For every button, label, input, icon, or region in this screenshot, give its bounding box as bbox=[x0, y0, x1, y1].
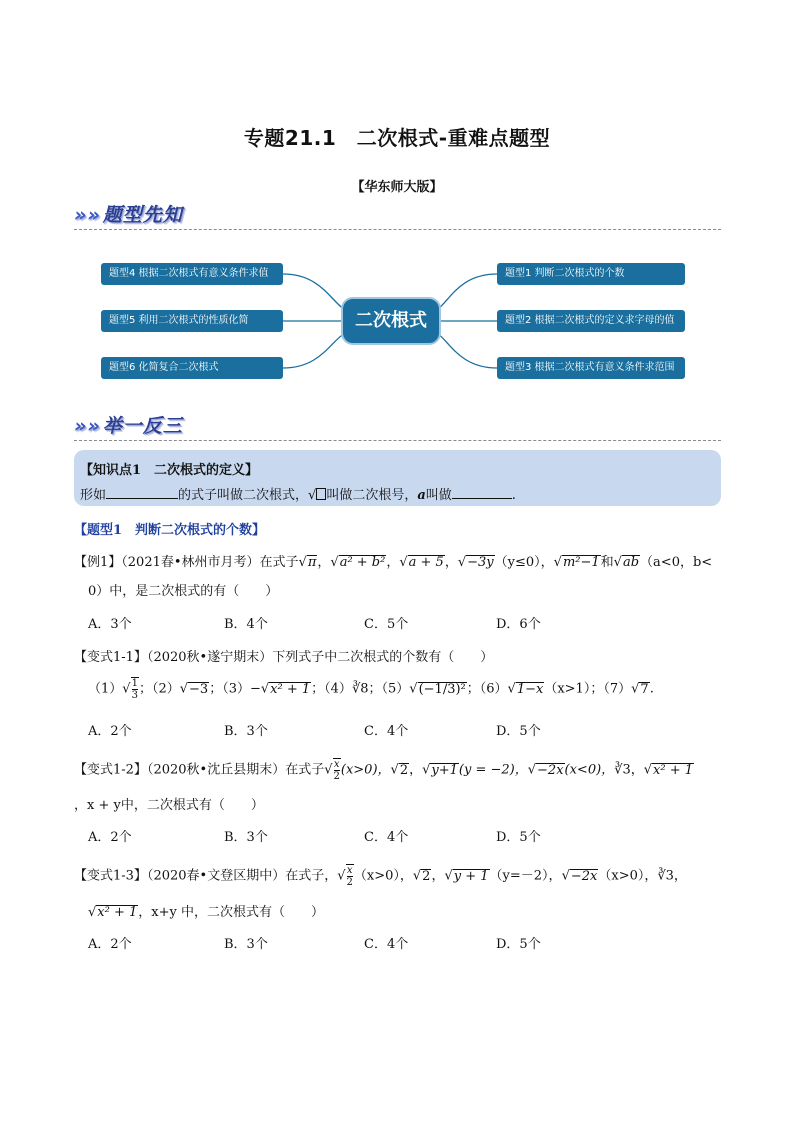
divider bbox=[74, 440, 721, 441]
fraction: $\frac{x}{2}$ bbox=[333, 759, 340, 782]
knowledge-definition: 形如 的式子叫做二次根式，√ 叫做二次根号，a叫做 . bbox=[80, 488, 516, 503]
radical-symbol-icon: √ bbox=[308, 488, 326, 503]
option-d[interactable]: D．5个 bbox=[496, 830, 541, 845]
edition-label: 【华东师大版】 bbox=[351, 180, 443, 195]
mindmap-node-type4: 题型4 根据二次根式有意义条件求值 bbox=[101, 263, 283, 285]
option-b[interactable]: B．3个 bbox=[224, 724, 268, 739]
triple-arrow-icon: »» bbox=[74, 415, 101, 437]
variant1-3-line1: 【变式1-3】（2020春•文登区期中）在式子，√ $\frac{x}{2}$ （x>0），√2，√y + 1（y=－2），√−2x（x>0），∛3， bbox=[74, 865, 687, 888]
mindmap-center-node: 二次根式 bbox=[341, 297, 441, 345]
variant1-1-line1: 【变式1-1】（2020秋•遂宁期末）下列式子中二次根式的个数有（ ） bbox=[74, 650, 494, 665]
blank-field bbox=[452, 486, 512, 499]
example1-line2: 0）中，是二次根式的有（ ） bbox=[88, 584, 279, 599]
page-title: 专题21.1 二次根式-重难点题型 bbox=[243, 126, 551, 150]
blank-field bbox=[106, 486, 178, 499]
option-d[interactable]: D．6个 bbox=[496, 617, 541, 632]
variant1-2-line2: ，x + y中，二次根式有（ ） bbox=[74, 798, 264, 813]
option-b[interactable]: B．3个 bbox=[224, 830, 268, 845]
example1-line1: 【例1】（2021春•林州市月考）在式子√π，√a² + b²，√a + 5，√−3y（y≤0），√m²−1和√ab（a<0，b< bbox=[74, 555, 713, 570]
option-b[interactable]: B．3个 bbox=[224, 937, 268, 952]
option-c[interactable]: C．4个 bbox=[364, 830, 409, 845]
triple-arrow-icon: »» bbox=[74, 204, 101, 226]
mindmap-node-type2: 题型2 根据二次根式的定义求字母的值 bbox=[497, 310, 685, 332]
connector-line bbox=[283, 274, 345, 310]
option-a[interactable]: A．3个 bbox=[88, 617, 132, 632]
option-a[interactable]: A．2个 bbox=[88, 724, 132, 739]
banner-text: 题型先知 bbox=[102, 204, 183, 226]
connector-line bbox=[283, 333, 345, 368]
option-d[interactable]: D．5个 bbox=[496, 724, 541, 739]
option-c[interactable]: C．4个 bbox=[364, 724, 409, 739]
mindmap-node-type6: 题型6 化简复合二次根式 bbox=[101, 357, 283, 379]
mindmap-node-type3: 题型3 根据二次根式有意义条件求范围 bbox=[497, 357, 685, 379]
option-a[interactable]: A．2个 bbox=[88, 830, 132, 845]
option-c[interactable]: C．5个 bbox=[364, 617, 409, 632]
option-c[interactable]: C．4个 bbox=[364, 937, 409, 952]
option-a[interactable]: A．2个 bbox=[88, 937, 132, 952]
option-d[interactable]: D．5个 bbox=[496, 937, 541, 952]
mindmap-node-type1: 题型1 判断二次根式的个数 bbox=[497, 263, 685, 285]
connector-line bbox=[437, 274, 497, 310]
fraction: $\frac{1}{3}$ bbox=[131, 678, 138, 701]
variant1-2-line1: 【变式1-2】（2020秋•沈丘县期末）在式子√ $\frac{x}{2}$ (x>0)，√2，√y+1(y = −2)，√−2x(x<0)，∛3，√x² + 1 bbox=[74, 759, 694, 782]
type1-heading: 【题型1 判断二次根式的个数】 bbox=[74, 523, 266, 538]
variant1-1-items: （1）√ $\frac{1}{3}$ ；（2）√−3；（3）−√x² + 1；（4）∛8；（5）√(−1/3)²；（6）√1−x（x>1）；（7）√7. bbox=[88, 678, 654, 701]
banner-text: 举一反三 bbox=[102, 415, 183, 437]
option-b[interactable]: B．4个 bbox=[224, 617, 268, 632]
mindmap-node-type5: 题型5 利用二次根式的性质化简 bbox=[101, 310, 283, 332]
knowledge-heading: 【知识点1 二次根式的定义】 bbox=[80, 463, 259, 478]
section-banner-practice bbox=[74, 411, 183, 438]
connector-line bbox=[437, 333, 497, 368]
fraction: $\frac{x}{2}$ bbox=[346, 865, 353, 888]
variant1-3-line2: √x² + 1，x+y 中，二次根式有（ ） bbox=[88, 905, 324, 920]
